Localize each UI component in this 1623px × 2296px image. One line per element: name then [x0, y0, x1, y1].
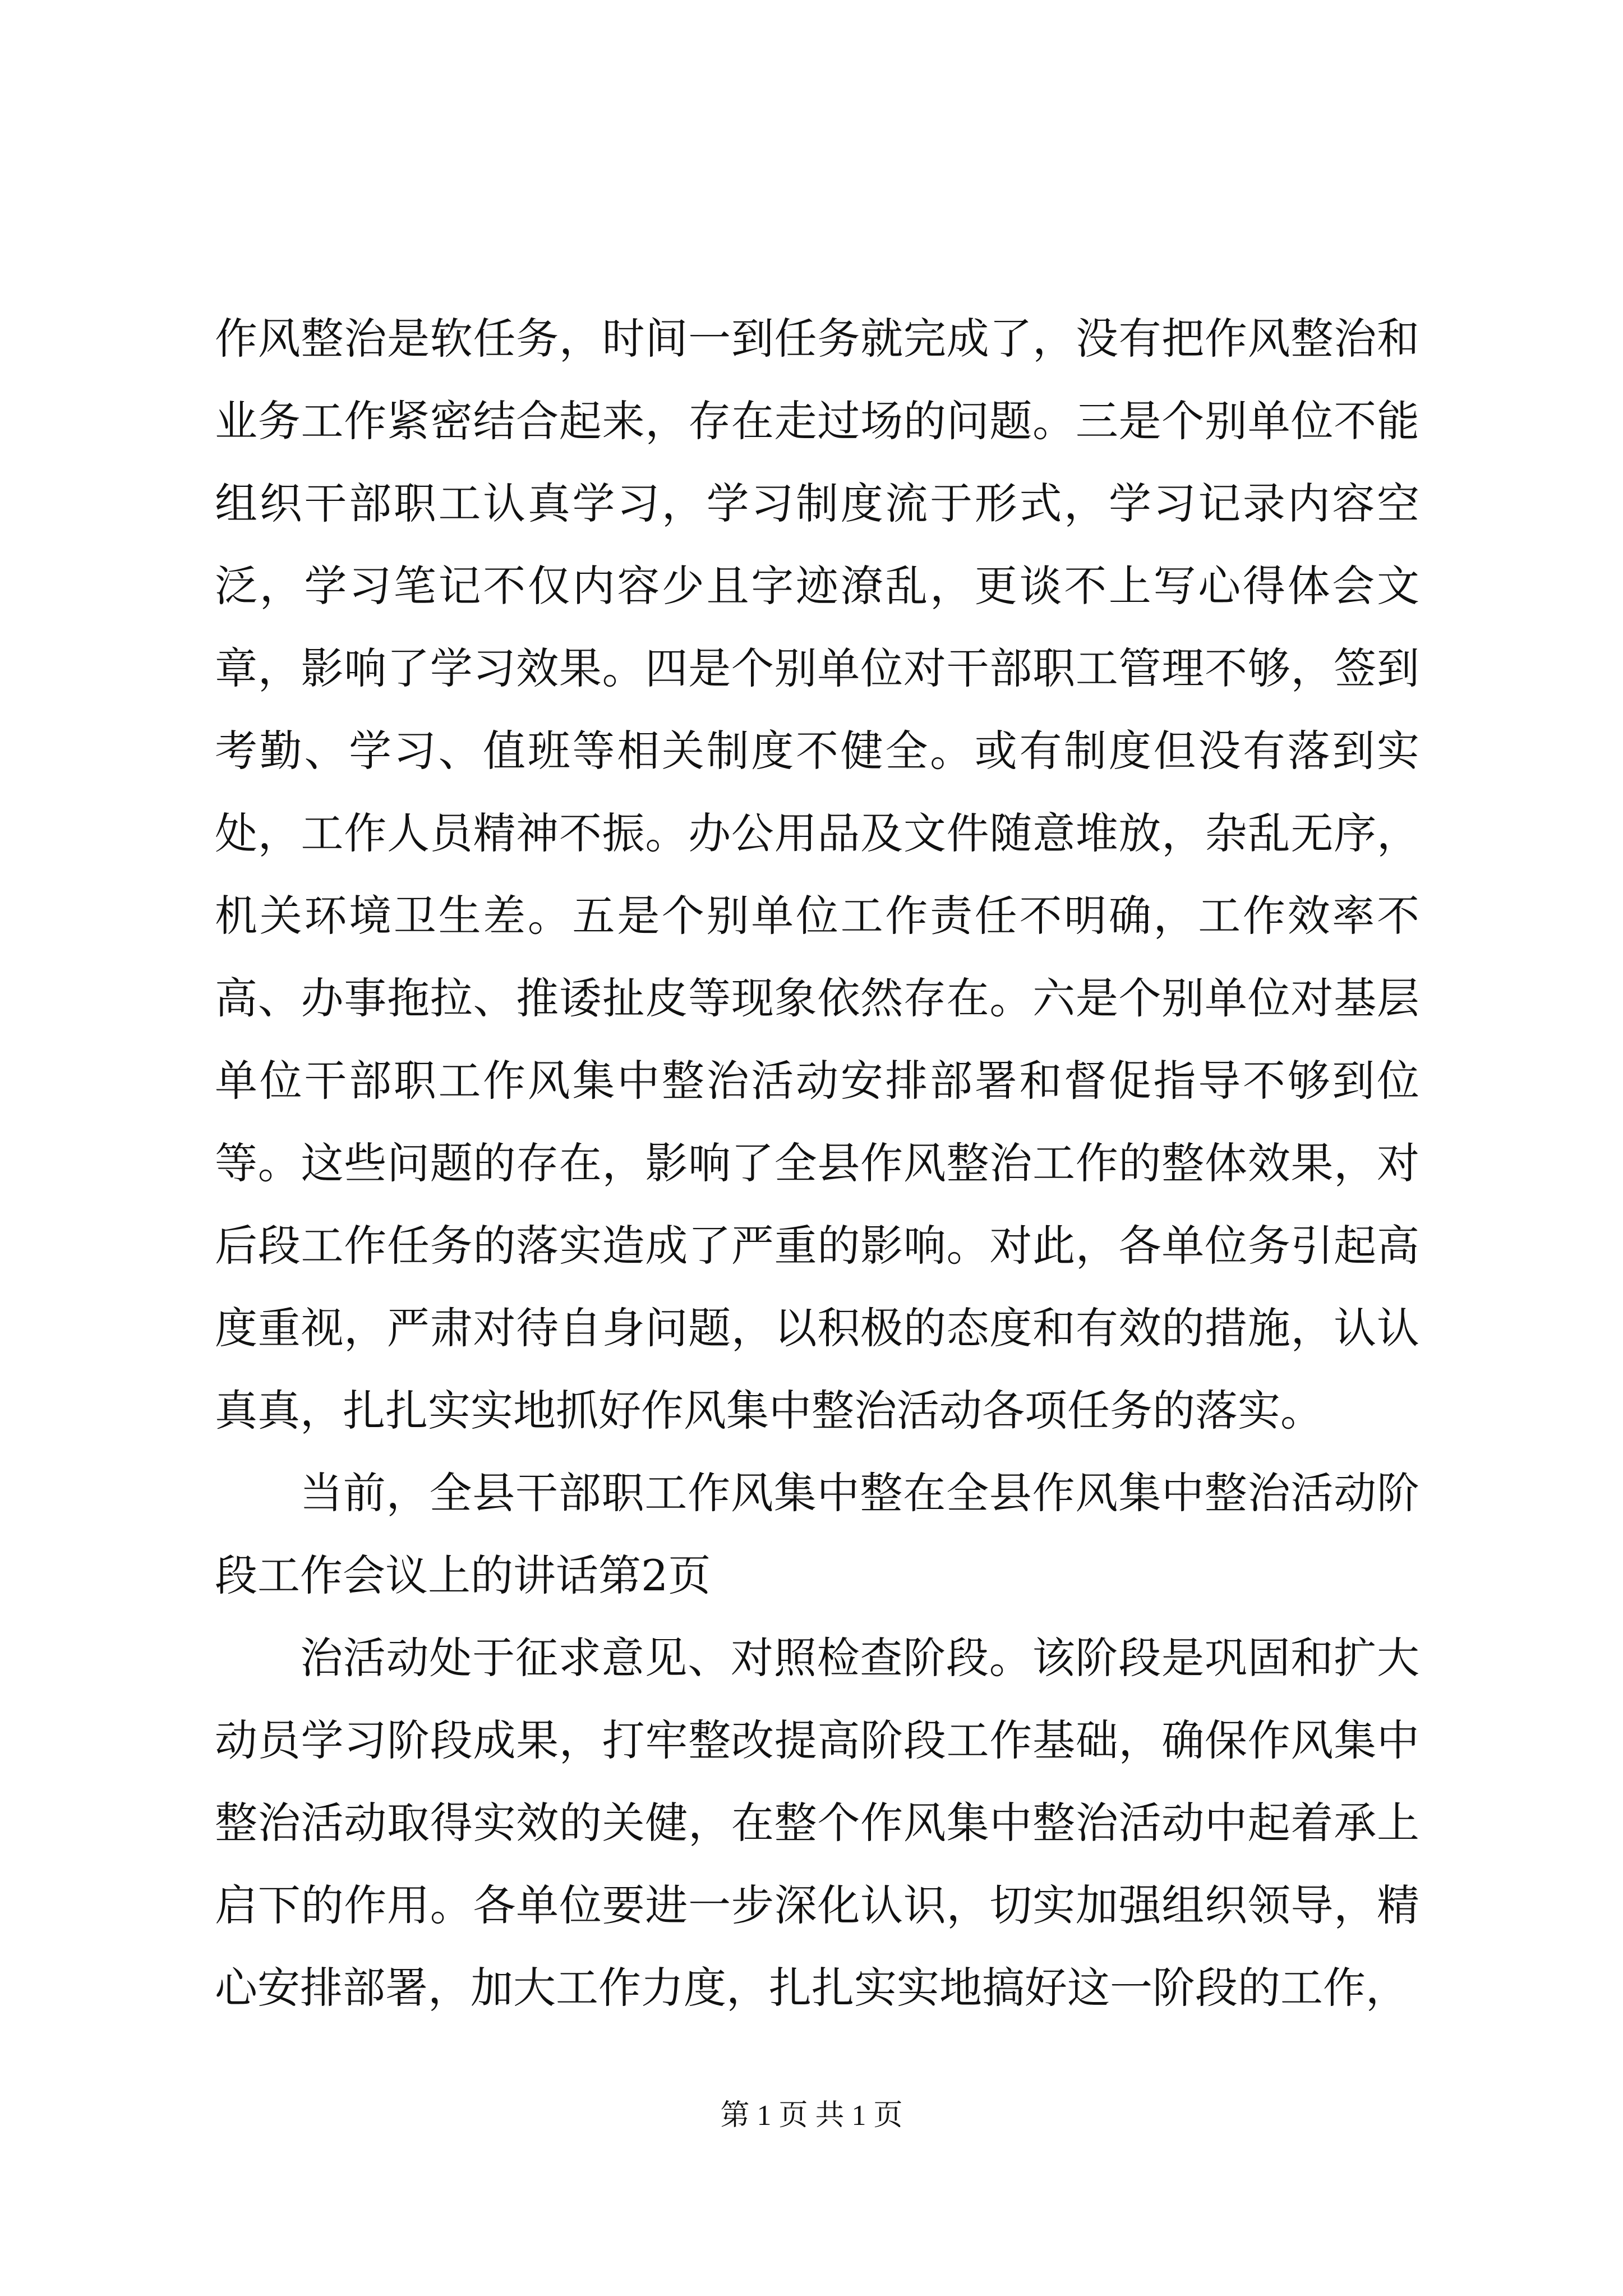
paragraph-3: 治活动处于征求意见、对照检查阶段。该阶段是巩固和扩大动员学习阶段成果，打牢整改提高阶段工作基础，确保作风集中整治活动取得实效的关健，在整个作风集中整治活动中起着承上启下的作用。各单位要进一步深化认识，切实加强组织领导，精心安排部署，加大工作力度，扎扎实实地搞好这一阶段的工作，: [215, 1633, 1419, 2013]
page-footer: 第 1 页 共 1 页: [720, 2100, 903, 2132]
paragraph-1: 作风整治是软任务，时间一到任务就完成了，没有把作风整治和业务工作紧密结合起来，存在走过场的问题。三是个别单位不能组织干部职工认真学习，学习制度流于形式，学习记录内容空泛，学习笔记不仅内容少且字迹潦乱，更谈不上写心得体会文章，影响了学习效果。四是个别单位对干部职工管理不够，签到考勤、学习、值班等相关制度不健全。或有制度但没有落到实处，工作人员精神不振。办公用品及文件随意堆放，杂乱无序，机关环境卫生差。五是个别单位工作责任不明确，工作效率不高、办事拖拉、推诿扯皮等现象依然存在。六是个别单位对基层单位干部职工作风集中整治活动安排部署和督促指导不够到位等。这些问题的存在，影响了全县作风整治工作的整体效果，对后段工作任务的落实造成了严重的影响。对此，各单位务引起高度重视，严肃对待自身问题，以积极的态度和有效的措施，认认真真，扎扎实实地抓好作风集中整治活动各项任务的落实。: [215, 314, 1419, 1435]
document-body: [215, 297, 1419, 2029]
paragraph-2: 当前，全县干部职工作风集中整在全县作风集中整治活动阶段工作会议上的讲话第2页: [215, 1468, 1419, 1600]
